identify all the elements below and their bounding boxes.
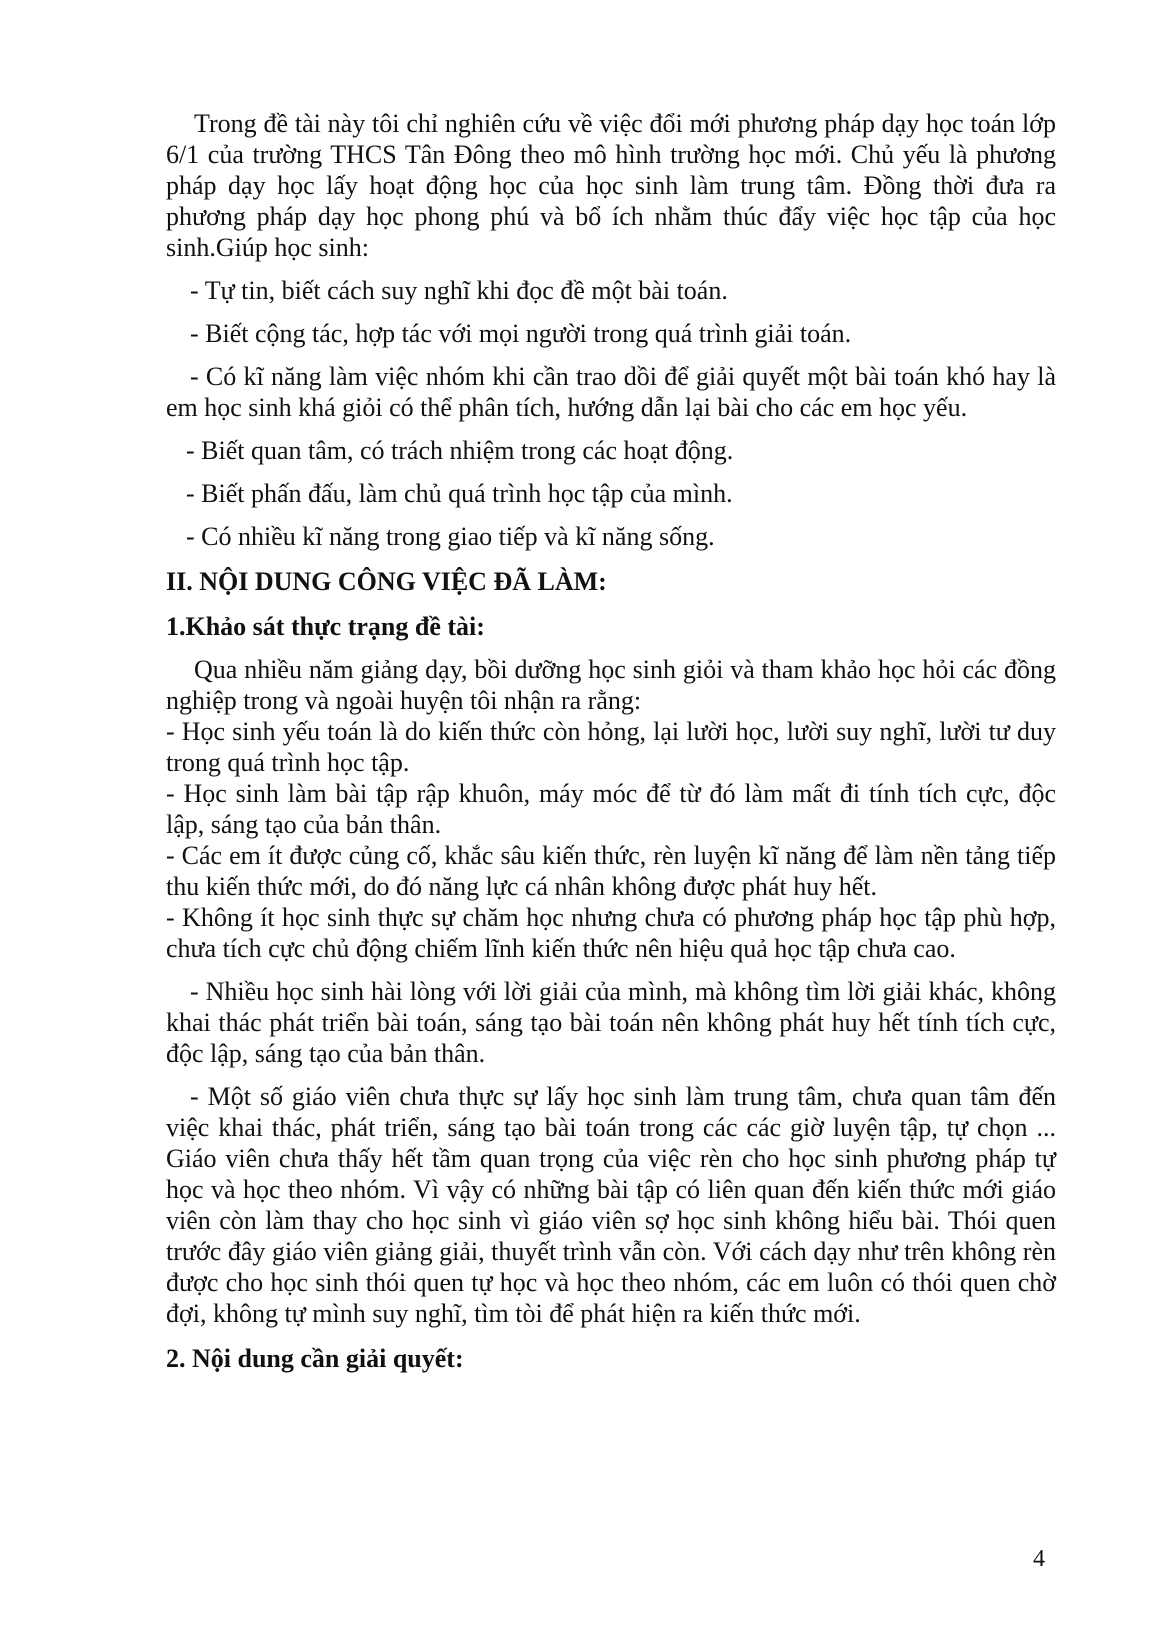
survey-intro: Qua nhiều năm giảng dạy, bồi dưỡng học sinh giỏi và tham khảo học hỏi các đồng nghiệp trong và ngoài huyện tôi nhận ra rằng: [166,655,1056,715]
survey-point: - Không ít học sinh thực sự chăm học nhưng chưa có phương pháp học tập phù hợp, chưa tích cực chủ động chiếm lĩnh kiến thức nên hiệu quả học tập chưa cao. [166,903,1056,963]
survey-point: - Các em ít được củng cố, khắc sâu kiến thức, rèn luyện kĩ năng để làm nền tảng tiếp thu kiến thức mới, do đó năng lực cá nhân không được phát huy hết. [166,841,1056,901]
section-heading: II. NỘI DUNG CÔNG VIỆC ĐÃ LÀM: [166,567,607,596]
survey-heading: 1.Khảo sát thực trạng đề tài: [166,612,485,641]
page-content [166,108,1056,1374]
goal-item: - Biết quan tâm, có trách nhiệm trong các hoạt động. [186,436,734,465]
survey-paragraph: - Một số giáo viên chưa thực sự lấy học sinh làm trung tâm, chưa quan tâm đến việc khai thác, phát triển, sáng tạo bài toán trong các các giờ luyện tập, tự chọn ... Giáo viên chưa thấy hết tầm quan trọng của việc rèn cho học sinh phương pháp tự học và học theo nhóm. Vì vậy có những bài tập có liên quan đến kiến thức mới giáo viên còn làm thay cho học sinh vì giáo viên sợ học sinh không hiểu bài. Thói quen trước đây giáo viên giảng giải, thuyết trình vẫn còn. Với cách dạy như trên không rèn được cho học sinh thói quen tự học và học theo nhóm, các em luôn có thói quen chờ đợi, không tự mình suy nghĩ, tìm tòi để phát hiện ra kiến thức mới. [166,1082,1056,1328]
survey-point: - Học sinh làm bài tập rập khuôn, máy móc để từ đó làm mất đi tính tích cực, độc lập, sáng tạo của bản thân. [166,779,1056,839]
page-number: 4 [1033,1546,1045,1572]
survey-point: - Học sinh yếu toán là do kiến thức còn hỏng, lại lười học, lười suy nghĩ, lười tư duy trong quá trình học tập. [166,717,1056,777]
goal-item: - Biết cộng tác, hợp tác với mọi người trong quá trình giải toán. [190,319,852,348]
survey-paragraph: - Nhiều học sinh hài lòng với lời giải của mình, mà không tìm lời giải khác, không khai thác phát triển bài toán, sáng tạo bài toán nên không phát huy hết tính tích cực, độc lập, sáng tạo của bản thân. [166,977,1056,1068]
intro-paragraph: Trong đề tài này tôi chỉ nghiên cứu về việc đổi mới phương pháp dạy học toán lớp 6/1 của trường THCS Tân Đông theo mô hình trường học mới. Chủ yếu là phương pháp dạy học lấy hoạt động học của học sinh làm trung tâm. Đồng thời đưa ra phương pháp dạy học phong phú và bổ ích nhằm thúc đẩy việc học tập của học sinh.Giúp học sinh: [166,109,1056,262]
next-section-heading: 2. Nội dung cần giải quyết: [166,1344,464,1373]
goal-item: - Có kĩ năng làm việc nhóm khi cần trao dồi để giải quyết một bài toán khó hay là em học sinh khá giỏi có thể phân tích, hướng dẫn lại bài cho các em học yếu. [166,362,1056,422]
goal-item: - Tự tin, biết cách suy nghĩ khi đọc đề một bài toán. [190,276,728,305]
goal-item: - Biết phấn đấu, làm chủ quá trình học tập của mình. [186,479,733,508]
goal-item: - Có nhiều kĩ năng trong giao tiếp và kĩ năng sống. [186,522,715,551]
